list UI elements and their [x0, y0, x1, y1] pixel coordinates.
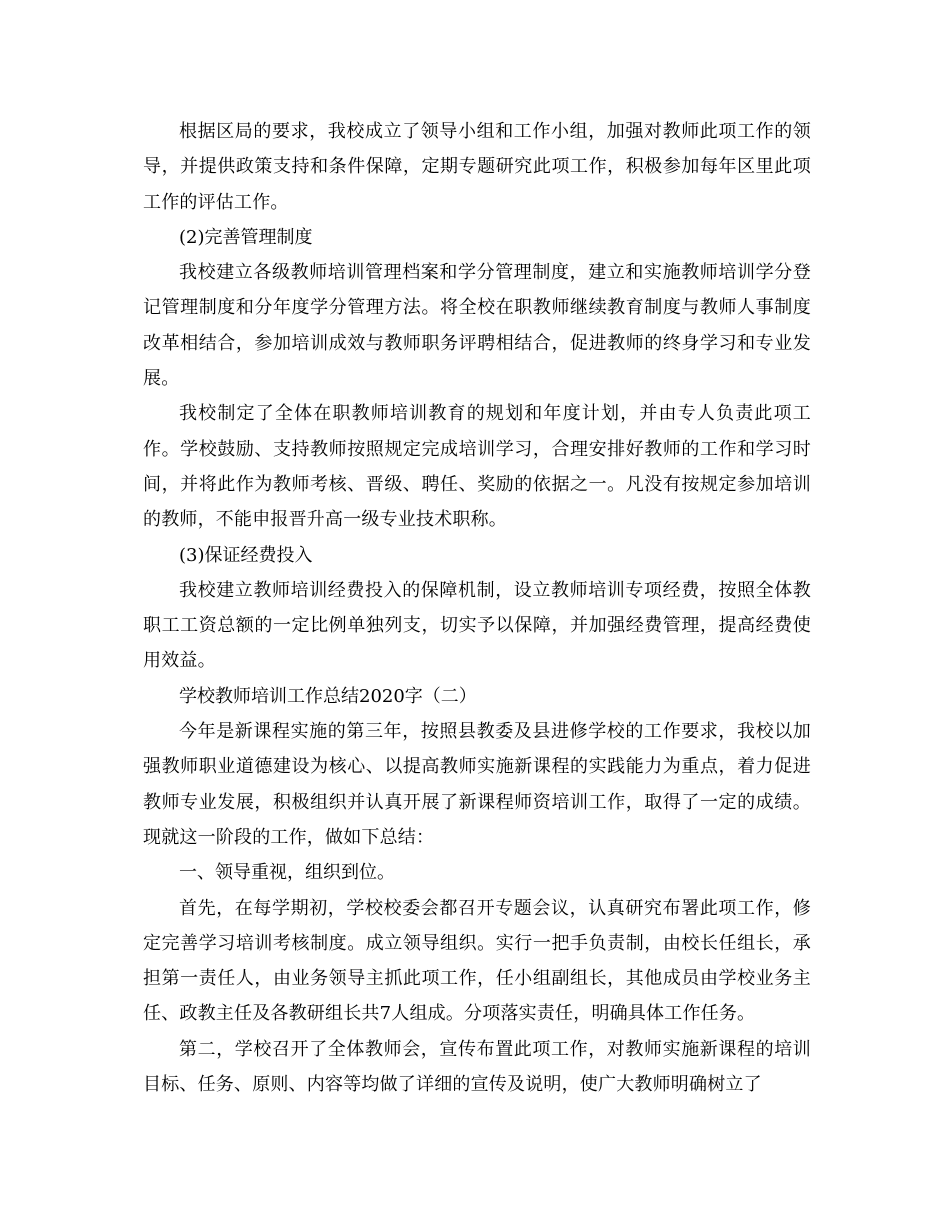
heading-funding: (3)保证经费投入 — [179, 544, 313, 566]
heading-summary-part-two: 学校教师培训工作总结2020字（二） — [179, 685, 477, 707]
paragraph-credit-management: 我校建立各级教师培训管理档案和学分管理制度，建立和实施教师培训学分登记管理制度和分年度学分管理方法。将全校在职教师继续教育制度与教师人事制度改革相结合，参加培训成效与教师职务评聘相结合，促进教师的终身学习和专业发展。 — [143, 262, 811, 390]
paragraph-second-teacher-meeting: 第二，学校召开了全体教师会，宣传布置此项工作，对教师实施新课程的培训目标、任务、原则、内容等均做了详细的宣传及说明，使广大教师明确树立了 — [143, 1038, 811, 1096]
paragraph-new-curriculum: 今年是新课程实施的第三年，按照县教委及县进修学校的工作要求，我校以加强教师职业道德建设为核心、以提高教师实施新课程的实践能力为重点，着力促进教师专业发展，积极组织并认真开展了新课程师资培训工作，取得了一定的成绩。现就这一阶段的工作，做如下总结： — [143, 721, 811, 848]
paragraph-funding-mechanism: 我校建立教师培训经费投入的保障机制，设立教师培训专项经费，按照全体教职工工资总额的一定比例单独列支，切实予以保障，并加强经费管理，提高经费使用效益。 — [143, 579, 811, 672]
document-body — [143, 114, 811, 1102]
paragraph-leadership-groups: 根据区局的要求，我校成立了领导小组和工作小组，加强对教师此项工作的领导，并提供政策支持和条件保障，定期专题研究此项工作，积极参加每年区里此项工作的评估工作。 — [143, 121, 811, 213]
paragraph-training-plan: 我校制定了全体在职教师培训教育的规划和年度计划，并由专人负责此项工作。学校鼓励、支持教师按照规定完成培训学习，合理安排好教师的工作和学习时间，并将此作为教师考核、晋级、聘任、奖励的依据之一。凡没有按规定参加培训的教师，不能申报晋升高一级专业技术职称。 — [143, 403, 811, 531]
heading-leadership-attention: 一、领导重视，组织到位。 — [179, 862, 395, 884]
paragraph-first-meeting: 首先，在每学期初，学校校委会都召开专题会议，认真研究布署此项工作，修定完善学习培训考核制度。成立领导组织。实行一把手负责制，由校长任组长，承担第一责任人，由业务领导主抓此项工作，任小组副组长，其他成员由学校业务主任、政教主任及各教研组长共7人组成。分项落实责任，明确具体工作任务。 — [143, 897, 811, 1025]
heading-improve-management: (2)完善管理制度 — [179, 226, 313, 248]
